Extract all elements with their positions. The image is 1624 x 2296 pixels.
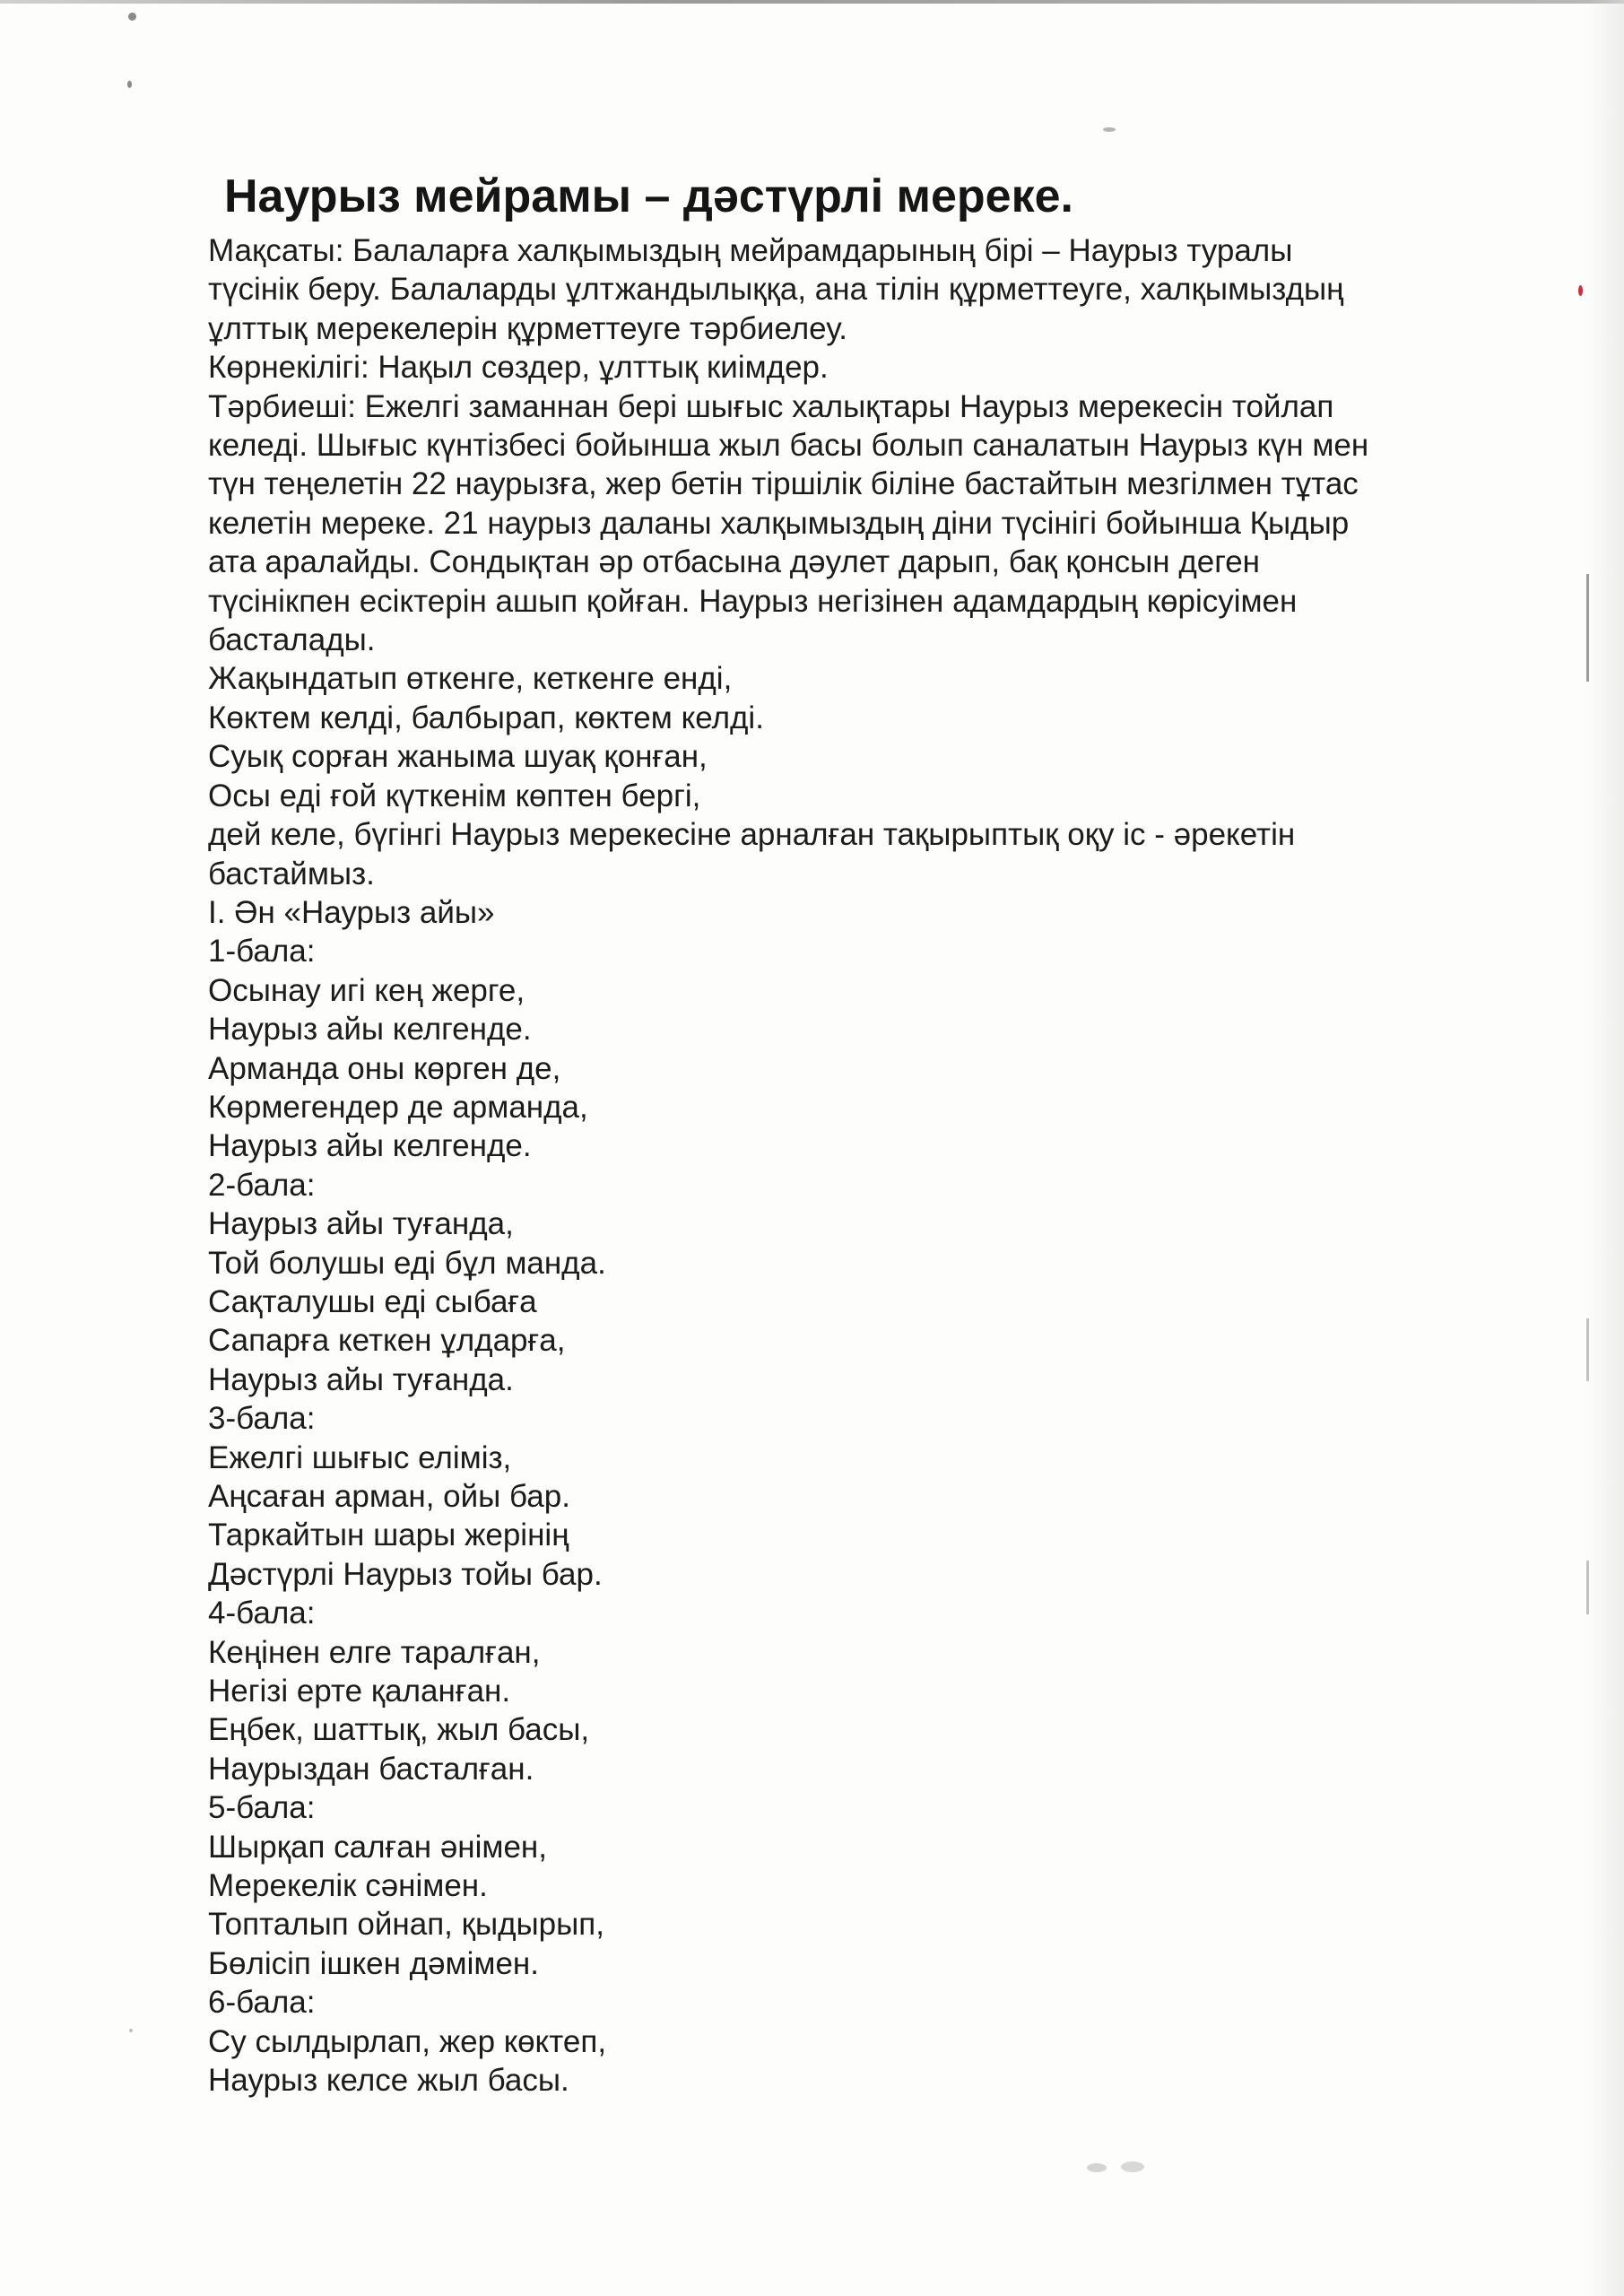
scan-speck bbox=[128, 13, 136, 21]
text-line: Таркайтын шары жерінің bbox=[208, 1518, 569, 1553]
text-line: І. Ән «Наурыз айы» bbox=[208, 894, 495, 930]
text-line: Сақталушы еді сыбаға bbox=[208, 1283, 537, 1319]
text-line: келеді. Шығыс күнтізбесі бойынша жыл басы болып саналатын Наурыз күн мен bbox=[208, 428, 1369, 464]
document-lines bbox=[208, 231, 1517, 2100]
text-line: Су сылдырлап, жер көктеп, bbox=[208, 2023, 607, 2059]
text-line: 1-бала: bbox=[208, 934, 316, 970]
text-line: Бөлісіп ішкен дәмімен. bbox=[208, 1945, 539, 1981]
text-line: Еңбек, шаттық, жыл басы, bbox=[208, 1712, 590, 1748]
text-line: Наурыз айы келгенде. bbox=[208, 1128, 532, 1164]
scan-edge-mark bbox=[1586, 1318, 1589, 1381]
text-line: Осынау игі кең жерге, bbox=[208, 972, 525, 1008]
document-title: Наурыз мейрамы – дәстүрлі мереке. bbox=[224, 170, 1073, 222]
text-line: Той болушы еді бұл манда. bbox=[208, 1245, 606, 1281]
text-line: Шырқап салған әнімен, bbox=[208, 1829, 547, 1865]
text-line: Мақсаты: Балаларға халқымыздың мейрамдарының бірі – Наурыз туралы bbox=[208, 233, 1293, 268]
text-line: ұлттық мерекелерін құрметтеуге тәрбиелеу. bbox=[208, 310, 847, 346]
text-line: Дәстүрлі Наурыз тойы бар. bbox=[208, 1556, 603, 1592]
scan-speck bbox=[1103, 127, 1116, 132]
text-line: келетін мереке. 21 наурыз даланы халқымыздың діни түсінігі бойынша Қыдыр bbox=[208, 505, 1350, 541]
text-line: 5-бала: bbox=[208, 1790, 316, 1826]
text-line: Көктем келді, балбырап, көктем келді. bbox=[208, 700, 764, 735]
scan-speck bbox=[1121, 2161, 1144, 2172]
text-line: Тәрбиеші: Ежелгі заманнан бері шығыс халықтары Наурыз мерекесін тойлап bbox=[208, 388, 1334, 424]
scan-speck bbox=[127, 81, 132, 88]
text-line: Аңсаған арман, ойы бар. bbox=[208, 1479, 570, 1514]
text-line: Наурыз айы туғанда. bbox=[208, 1361, 514, 1397]
scan-edge-line bbox=[0, 0, 1624, 4]
text-line: түсінік беру. Балаларды ұлтжандылыққа, ана тілін құрметтеуге, халқымыздың bbox=[208, 272, 1344, 308]
text-line: Наурыз айы туғанда, bbox=[208, 1206, 514, 1242]
text-line: Суық сорған жаныма шуақ қонған, bbox=[208, 739, 708, 775]
text-line: Наурыз келсе жыл басы. bbox=[208, 2063, 569, 2099]
document-body bbox=[208, 167, 1517, 2100]
text-line: 2-бала: bbox=[208, 1167, 316, 1203]
text-line: дей келе, бүгінгі Наурыз мерекесіне арналған тақырыптық оқу іс - әрекетін bbox=[208, 817, 1296, 853]
text-line: Топталып ойнап, қыдырып, bbox=[208, 1907, 604, 1943]
text-line: Көрнекілігі: Нақыл сөздер, ұлттық киімдер. bbox=[208, 350, 829, 386]
text-line: бастаймыз. bbox=[208, 856, 375, 891]
text-line: Мерекелік сәнімен. bbox=[208, 1868, 488, 1904]
text-line: Кеңінен елге таралған, bbox=[208, 1634, 541, 1670]
text-line: Арманда оны көрген де, bbox=[208, 1050, 561, 1086]
scan-right-shadow bbox=[1586, 0, 1624, 2296]
text-line: Ежелгі шығыс еліміз, bbox=[208, 1439, 512, 1475]
text-line: 6-бала: bbox=[208, 1985, 316, 2021]
text-line: ата аралайды. Сондықтан әр отбасына дәулет дарып, бақ қонсын деген bbox=[208, 544, 1261, 580]
text-line: түн теңелетін 22 наурызға, жер бетін тіршілік біліне бастайтын мезгілмен тұтас bbox=[208, 466, 1359, 502]
scan-edge-mark bbox=[1586, 1561, 1589, 1614]
text-line: 4-бала: bbox=[208, 1596, 316, 1631]
text-line: 3-бала: bbox=[208, 1401, 316, 1437]
text-line: Негізі ерте қаланған. bbox=[208, 1674, 511, 1709]
text-line: Сапарға кеткен ұлдарға, bbox=[208, 1323, 566, 1359]
scan-speck bbox=[1578, 285, 1583, 296]
scan-speck bbox=[1087, 2163, 1107, 2172]
scan-edge-mark bbox=[1586, 574, 1589, 682]
text-line: басталады. bbox=[208, 622, 376, 658]
text-line: Жақындатып өткенге, кеткенге енді, bbox=[208, 661, 733, 697]
text-line: Наурыз айы келгенде. bbox=[208, 1012, 532, 1048]
text-line: Көрмегендер де арманда, bbox=[208, 1089, 588, 1125]
text-line: Наурыздан басталған. bbox=[208, 1751, 534, 1787]
text-line: түсінікпен есіктерін ашып қойған. Наурыз негізінен адамдардың көрісуімен bbox=[208, 583, 1298, 619]
text-line: Осы еді ғой күткенім көптен бергі, bbox=[208, 778, 701, 813]
scan-speck bbox=[129, 2029, 133, 2032]
